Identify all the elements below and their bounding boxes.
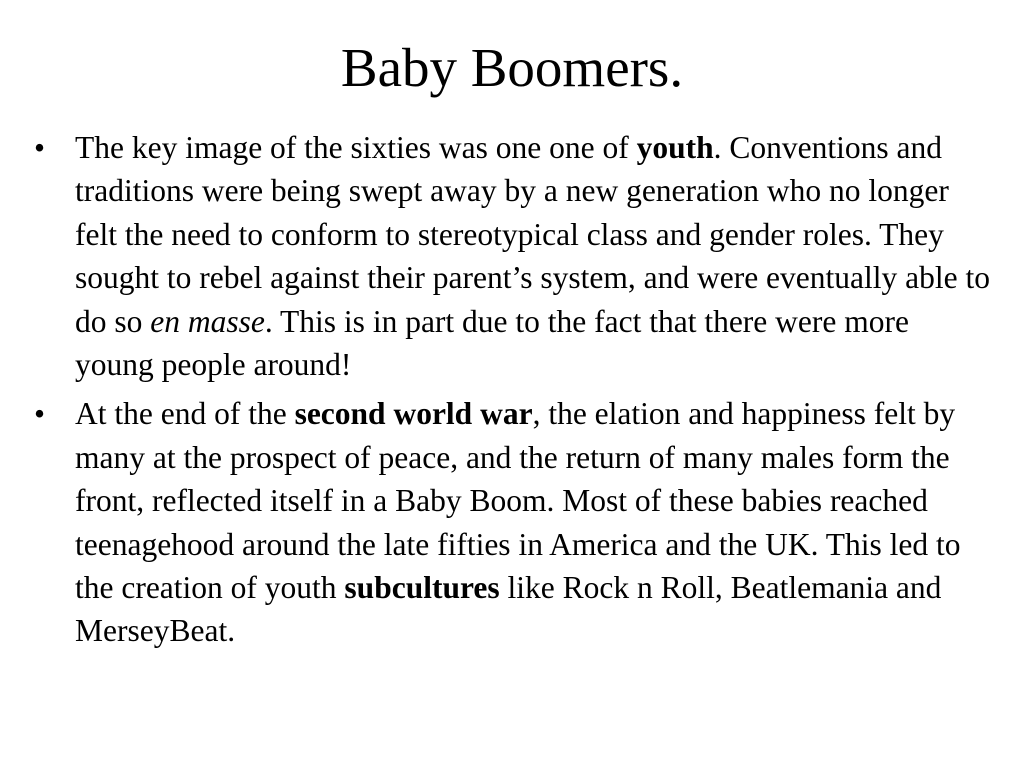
bullet-text: , the elation and happiness felt by many at the prospect of peace, and the return of many males form the front, reflected itself in a Baby Boom. Most of these babies reached teenagehood around the late fifties in America and the UK. This led to the creation of youth	[75, 396, 961, 606]
bullet-marker: •	[34, 130, 46, 165]
bold-term-subcultures: subcultures	[344, 570, 500, 606]
bold-term-youth: youth	[636, 130, 714, 165]
bullet-item-youth	[30, 126, 990, 386]
bullet-text: . Conventions and traditions were being swept away by a new generation who no longer felt the need to conform to stereotypical class and gender roles. They sought to rebel against their parent’s system, and were eventually able to do so	[75, 130, 990, 339]
slide-title: Baby Boomers.	[340, 37, 684, 98]
bullet-list	[30, 126, 990, 659]
bold-term-second-world-war: second world war	[294, 396, 533, 432]
bullet-text: The key image of the sixties was one one of	[75, 130, 637, 165]
bullet-marker: •	[34, 396, 46, 432]
bullet-text: . This is in part due to the fact that there were more young people around!	[75, 303, 909, 383]
bullet-text: At the end of the	[75, 396, 295, 432]
bullet-item-second-world-war	[30, 392, 990, 652]
bullet-text: like Rock n Roll, Beatlemania and MerseyBeat.	[75, 570, 942, 649]
italic-term-en-masse: en masse	[150, 303, 265, 339]
